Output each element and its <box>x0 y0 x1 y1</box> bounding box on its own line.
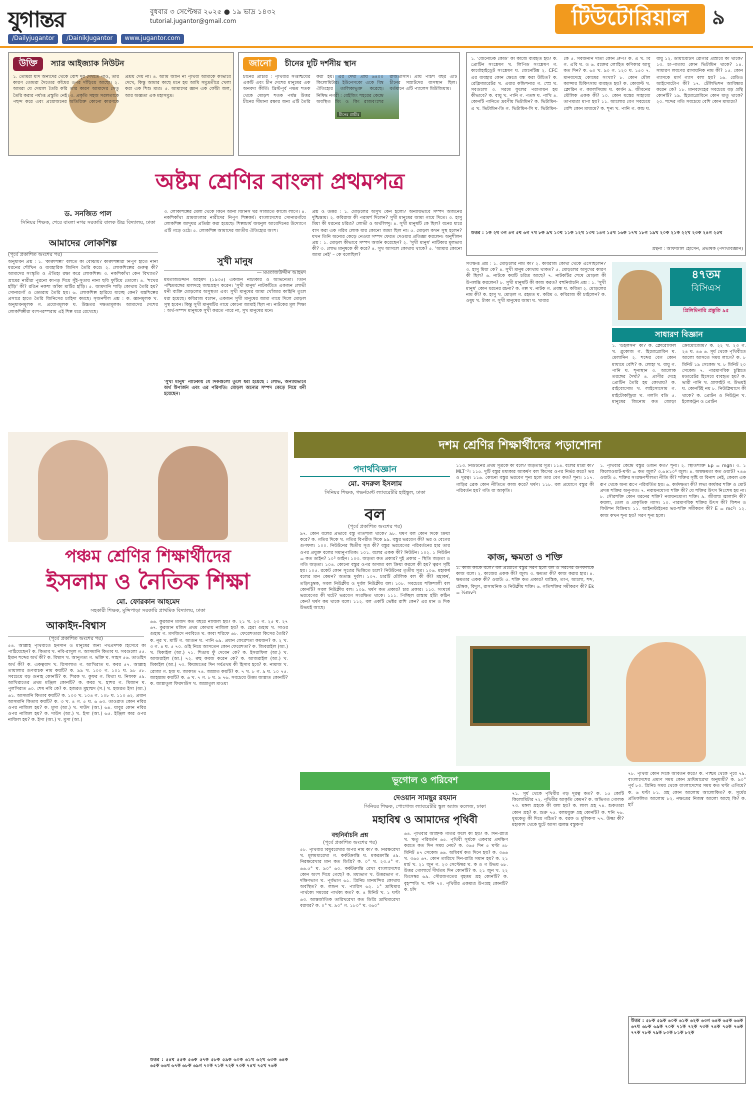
bcs-label: বিসিএস <box>691 283 721 294</box>
physics-col2: ১১৩. নিউটনের প্রথম সূত্রকে কী বলে? জড়তার সূত্র। ১১৪. বলের মাত্রা কী? MLT⁻²। ১১৫. দুটি বস্তুর মধ্যকার আকর্ষণ বল কিসের ওপর নির্ভর করে? ভর ও দূরত্ব। ১১৬. কোনো বস্তুর ভরবেগ শূন্য হলে তার বেগ কত? শূন্য। ১১৭. গাড়ির ব্রেক কোন নীতিতে কাজ করে? ঘর্ষণ। ১১৮. বল প্রয়োগে বস্তুর কী পরিবর্তন হয়? গতি বা আকৃতি। <box>456 464 594 494</box>
issue-date: বুধবার ৩ সেপ্টেম্বর ২০২৫ ● ১৯ ভাদ্র ১৪৩২ <box>150 8 276 16</box>
bcs-episode: ৯৫ <box>722 308 729 314</box>
aqaid-sub: (পূর্বে প্রকাশিত অংশের পর) <box>48 636 104 642</box>
page-number: ৯ <box>712 5 725 29</box>
bangla-title: অষ্টম শ্রেণির বাংলা প্রথমপত্র <box>155 169 405 195</box>
header-rule <box>0 46 753 48</box>
girl-figure-left <box>38 440 108 540</box>
geo-sub2: (পূর্বে প্রকাশিত অংশের পর) <box>322 840 378 846</box>
teacher-illustration <box>618 270 662 320</box>
physics-col2b: ১. কাজ কাকে বলে? বল প্রয়োগে বস্তুর সরণ হলে বল ও সরণের গুণফলকে কাজ বলে। ২. কাজের একক কী? জুল। ৩. ক্ষমতা কী? কাজ করার হার। ৪. ক্ষমতার একক কী? ওয়াট। ৫. শক্তি কত প্রকার? যান্ত্রিক, তাপ, আলো, শব্দ, চৌম্বক, বিদ্যুৎ, রাসায়নিক ও নিউক্লীয় শক্তি। ৬. গতিশক্তির সমীকরণ কী? Ek = ½mv²। <box>456 566 594 596</box>
physics-topic: বল <box>364 505 386 524</box>
newton-quote-box <box>8 52 234 156</box>
lesson-heading-happy: সুখী মানুষ <box>164 256 306 271</box>
geo-author: দেওয়ান সামছুর রহমান <box>393 794 457 802</box>
bcs-banner <box>612 262 746 326</box>
china-title: চীনের দুটি দর্শনীয় স্থান <box>284 59 357 68</box>
geo-col3: ৭১. সূর্য থেকে পৃথিবীর গড় দূরত্ব কত? ক. ১৫ কোটি কিলোমিটার ৭২. পৃথিবীর আকৃতি কেমন? ক. অভিগত গোলক ৭৩. মঙ্গল গ্রহকে কী বলা হয়? ক. লাল গ্রহ ৭৪. শুকতারা কোন গ্রহ? ক. শুক্র ৭৫. বলয়যুক্ত গ্রহ কোনটি? ক. শনি ৭৬. ধূমকেতু কী দিয়ে গঠিত? ক. বরফ ও ধূলিকণা ৭৭. উল্কা কী? মহাকাশ থেকে ছুটে আসা জ্বলন্ত বস্তুকণা <box>512 792 624 828</box>
bcs-section: সাধারণ বিজ্ঞান <box>612 328 746 342</box>
geo-col4: ৭৮. পৃথিবী কোন দিকে আবর্তন করে? ক. পশ্চিম থেকে পূর্বে ৭৯. বাংলাদেশের প্রমাণ সময় কোন দ্রাঘিমারেখা অনুযায়ী? ক. ৯০° পূর্ব ৮০. গ্রিনিচ সময় থেকে বাংলাদেশের সময় কত ঘণ্টা এগিয়ে? ক. ৬ ঘণ্টা ৮১. গ্রহ কোন আলোয় আলোকিত? ক. সূর্যের প্রতিফলিত আলোয় ৮২. নক্ষত্রের নিজস্ব আলো আছে কি? ক. হ্যাঁ <box>628 772 746 808</box>
gk-credit: গ্রন্থনা : আফজাল হোসেন, প্রভাষক (পদার্থবিজ্ঞান) <box>651 247 743 252</box>
class5-author: মো. ফোরকান আহমেদ <box>116 598 180 606</box>
photo-caption: চীনের প্রাচীর <box>339 111 360 117</box>
class5-author-sub: সহকারী শিক্ষক, মুন্সিপাড়া সরকারি প্রাথমিক বিদ্যালয়, ঢাকা <box>90 608 206 614</box>
geo-col1: ৫৮. পৃথিবীর বিষুবরেখার অপর নাম কী? ক. নিরক্ষরেখা খ. মূলমধ্যরেখা গ. কর্কটক্রান্তি ঘ. মকরক্রান্তি ৫৯. নিরক্ষরেখার মান কত ডিগ্রি? ক. ০° খ. ২৩.৫° গ. ৬৬.৫° ঘ. ৯০° ৬০. কর্কটক্রান্তি রেখা বাংলাদেশের কোন অংশ দিয়ে গেছে? ক. মধ্যভাগ খ. উত্তরভাগ গ. দক্ষিণভাগ ঘ. পূর্বভাগ ৬১. গ্রিনিচ মানমন্দির কোথায় অবস্থিত? ক. লন্ডন খ. প্যারিস ৬২. ১° দ্রাঘিমার পার্থক্যে সময়ের পার্থক্য কত? ক. ৪ মিনিট খ. ১ ঘণ্টা ৬৩. আন্তর্জাতিক তারিখরেখা কত ডিগ্রি দ্রাঘিমারেখা বরাবর? ক. ০° খ. ৯০° গ. ১৮০° ঘ. ৩৬০° <box>300 848 400 909</box>
china-box <box>238 52 460 156</box>
physics-section: পদার্থবিজ্ঞান <box>300 464 450 477</box>
bangla-author: ড. সনজিত পাল <box>64 210 112 218</box>
bangla-col2: ৩. লোকশিল্পের মেলা থেকে কিনে আনা জিনিস ঘর সাজাতে কাজে লাগে। ৪. নকশিকাঁথা গ্রামবাংলার নারীদের নিপুণ শিল্পকর্ম। বাংলাদেশের সোনারগাঁয়ে লোকশিল্প জাদুঘর প্রতিষ্ঠা করা হয়েছে। শিল্পাচার্য জয়নুল আবেদিনের উদ্যোগে এটি গড়ে ওঠে। ৫. লোকশিল্প আমাদের জাতীয় ঐতিহ্যের অংশ। <box>164 210 306 234</box>
teacher-board-illustration <box>456 636 746 766</box>
gk-answers: উত্তর : ১ক ২ঘ ৩গ ৪গ ৫ঘ ৬গ ৭খ ৮ক ৯খ ১০ঘ ১১ক ১২খ ১৩খ ১৪গ ১৫খ ১৬ক ১৭খ ১৮গ ১৯খ ২০ক ২১ক ২২খ ২৩ক ২৪গ ২৫ঘ <box>471 231 723 236</box>
section-title: টিউটোরিয়াল <box>555 4 705 34</box>
geo-col2: ৬৪. পৃথিবীর আহ্নিক গতির ফলে কী হয়? ক. দিন-রাত্রি খ. ঋতু পরিবর্তন ৬৫. পৃথিবী সূর্যকে একবার প্রদক্ষিণ করতে কত দিন সময় নেয়? ক. ৩৬৫ দিন ৫ ঘণ্টা ৪৮ মিনিট ৪৭ সেকেন্ড ৬৬. অধিবর্ষ কত দিনে হয়? ক. ৩৬৬ খ. ৩৬৫ ৬৭. কোন তারিখে দিন-রাত্রি সমান হয়? ক. ২১ মার্চ খ. ২১ জুন গ. ২৩ সেপ্টেম্বর ঘ. ক ও গ উভয় ৬৮. উত্তর গোলার্ধে দীর্ঘতম দিন কোনটি? ক. ২১ জুন খ. ২২ ডিসেম্বর ৬৯. সৌরজগতের বৃহত্তম গ্রহ কোনটি? ক. বৃহস্পতি খ. শনি ৭০. পৃথিবীর একমাত্র উপগ্রহ কোনটি? ক. চাঁদ <box>404 832 508 893</box>
physics-col1: ৯৭. কোন বলের প্রভাবে বস্তু গতিশীল থাকে? ৯৮. ঘর্ষণ বল কোন দিকে ক্রিয়া করে? ক. গতির দিকে খ. গতির বিপরীত দিকে ৯৯. বস্তুর ভরবেগ কী? ভর ও বেগের গুণফল। ১০০. নিউটনের দ্বিতীয় সূত্র কী? বস্তুর ভরবেগের পরিবর্তনের হার তার ওপর প্রযুক্ত বলের সমানুপাতিক। ১০১. বলের একক কী? নিউটন। ১০২. ১ নিউটন = কত ডাইন? ১০⁵ ডাইন। ১০৩. জড়তা কত প্রকার? দুই প্রকার – স্থিতি জড়তা ও গতি জড়তা। ১০৪. কোনো বস্তুর ওপর অসাম্য বল ক্রিয়া করলে কী হয়? ত্বরণ সৃষ্টি হয়। ১০৫. রকেট কোন সূত্রের ভিত্তিতে চলে? নিউটনের তৃতীয় সূত্র। ১০৬. মহাকর্ষ বলের মান কেমন? অত্যন্ত দুর্বল। ১০৭. চারটি মৌলিক বল কী কী? মহাকর্ষ, তড়িৎচুম্বক, সবল নিউক্লীয় ও দুর্বল নিউক্লীয় বল। ১০৮. সবচেয়ে শক্তিশালী বল কোনটি? সবল নিউক্লীয় বল। ১০৯. ঘর্ষণ কত প্রকার? চার প্রকার। ১১০. সংঘর্ষে ভরবেগের কী ঘটে? ভরবেগ সংরক্ষিত থাকে। ১১১. পিচ্ছিল রাস্তায় হাঁটা কঠিন কেন? ঘর্ষণ কম থাকে বলে। ১১২. বল একটি ভেক্টর রাশি কেন? এর মান ও দিক উভয়ই আছে। <box>300 532 450 612</box>
website-link[interactable]: www.jugantor.com <box>121 34 185 44</box>
geo-section: ভূগোল ও পরিবেশ <box>300 772 550 790</box>
social-links <box>8 34 184 44</box>
geo-sub: বহুনির্বাচনি প্রশ্ন <box>331 832 369 839</box>
bangla-author-sub: সিনিয়র শিক্ষক, শেরে বাংলা নগর সরকারি বালক উচ্চ বিদ্যালয়, ঢাকা <box>20 220 156 226</box>
girl-figure-right <box>158 446 228 540</box>
bangla-col4: সংক্ষিপ্ত প্রশ্ন : ১. মোড়লের নাম কী? ২. কবিরাজ কোথা থেকে এসেছিলেন? ৩. হাসু মিয়া কে? ৪. সুখী মানুষ কোথায় থাকত? ৫. মোড়লের অসুখের কারণ কী ছিল? ৬. নাটকে কয়টি চরিত্র আছে? ৭. নাটকটির শেষে মোড়ল কী উপলব্ধি করলেন? ৮. সুখী মানুষটি কী কাজ করত? বহুনির্বাচনি প্রশ্ন : ১. 'সুখী মানুষ' কোন ধরনের রচনা? ক. গল্প খ. নাটক গ. প্রবন্ধ ঘ. কবিতা ২. মোড়লের নাম কী? ক. হাসু খ. মোড়ল গ. রহমত ঘ. করিম ৩. কবিরাজ কী চাইলেন? ক. ওষুধ খ. টাকা গ. সুখী মানুষের জামা ঘ. খাবার <box>466 262 606 305</box>
class10-banner: দশম শ্রেণির শিক্ষার্থীদের পড়াশোনা <box>294 432 746 458</box>
physics-author: মো. বদরুল ইসলাম <box>348 480 402 488</box>
lesson-sub-happy: — মমতাজউদ্দীন আহমদ <box>256 270 306 276</box>
physics-col3: ১. পৃথিবীর কেন্দ্রে বস্তুর ওজন কত? শূন্য। ২. স্থিতিশক্তি Ep = mgh। ৩. ১ কিলোওয়াট-ঘণ্টা = কত জুল? ৩.৬×১০⁶ জুল। ৪. অশ্বক্ষমতা কত ওয়াট? ৭৪৬ ওয়াট। ৫. শক্তির সংরক্ষণশীলতা নীতি কী? শক্তির সৃষ্টি বা বিনাশ নেই, কেবল এক রূপ থেকে অন্য রূপে পরিবর্তিত হয়। ৬. কর্মদক্ষতা কী? লভ্য কার্যকর শক্তি ও মোট প্রদত্ত শক্তির অনুপাত। ৭. নবায়নযোগ্য শক্তি কী? যে শক্তির উৎস নিঃশেষ হয় না। ৮. সৌরশক্তি কোন ধরনের শক্তি? নবায়নযোগ্য শক্তি। ৯. জীবাশ্ম জ্বালানি কী? কয়লা, তেল ও প্রাকৃতিক গ্যাস। ১০. পারমাণবিক শক্তির উৎস কী? ফিশন ও ফিউশন বিক্রিয়া। ১১. আইনস্টাইনের ভর-শক্তি সমীকরণ কী? E = mc²। ১২. কাজ কখন শূন্য হয়? সরণ শূন্য হলে। <box>600 464 746 519</box>
aqaid-heading: আকাইদ-বিশ্বাস <box>8 620 144 637</box>
bcs-number: ৪৭তম <box>691 268 721 281</box>
bangla-col3: প্রশ্ন ও উত্তর : ১. মোড়লের অসুখ কেন হলো? অন্যায়ভাবে সম্পদ অর্জনের দুশ্চিন্তায়। ২. কবিরাজ কী পরামর্শ দিলেন? সুখী মানুষের জামা গায়ে দিতে। ৩. হাসু মিয়া কী ধরনের চরিত্র? লোভী ও অর্থলিপ্সু। ৪. সুখী মানুষটি কে ছিল? বনের ধারে বাস করা এক গরিব লোক যার কোনো জামা ছিল না। ৫. মোড়ল কখন সুস্থ হলেন? যখন তিনি অন্যের কেড়ে নেওয়া সম্পদ ফেরত দেওয়ার প্রতিজ্ঞা করলেন। অনুশীলন প্রশ্ন : ১. মোড়ল কীভাবে সম্পদ অর্জন করেছেন? ২. 'সুখী মানুষ' নাটিকার মূলভাব কী? ৩. লোভ মানুষকে কী করে? ৪. সুখ আসলে কোথায় থাকে? ৫. 'আমার কোনো জামা নেই' – কে বলেছিল? <box>312 210 462 259</box>
blackboard <box>470 646 590 726</box>
china-text: চীনের প্রাচীর : পৃথিবীর সপ্তাশ্চর্যের একটি এবং চীন দেশের মানুষের এক অনবদ্য কীর্তি। খ্রিস্টপূর্ব পঞ্চম শতক থেকে ষোড়শ শতক পর্যন্ত উত্তর চীনের সীমানা রক্ষার জন্য এটি তৈরি করা হয়। এর দৈর্ঘ্য প্রায় ৬৪০০ কিলোমিটার। ইউনেসকো একে বিশ্ব ঐতিহ্যের তালিকাভুক্ত করেছে। নিষিদ্ধ নগরী : বেইজিং শহরের কেন্দ্রে অবস্থিত মিং ও কিং রাজবংশের রাজপ্রাসাদ। প্রায় পাঁচশ বছর এটি চীনের সম্রাটদের বাসস্থান ছিল। বর্তমানে এটি প্যালেস মিউজিয়াম। <box>243 75 457 105</box>
physics-author-sub: সিনিয়র শিক্ষক, গভর্নমেন্ট ল্যাবরেটরি হাইস্কুল, ঢাকা <box>324 490 426 496</box>
newton-title: স্যার আইজ্যাক নিউটন <box>50 59 125 68</box>
quote-tag: উক্তি <box>13 57 43 71</box>
physics-topic-sub: (পূর্বে প্রকাশিত অংশের পর) <box>347 524 403 530</box>
class5-title-1: পঞ্চম শ্রেণির শিক্ষার্থীদের <box>64 547 232 567</box>
teacher-figure <box>626 642 706 762</box>
geo-answers: উত্তর : ৫৮ক ৫৯ক ৬০ক ৬১ক ৬২ক ৬৩গ ৬৪ক ৬৫ক ৬৬ক ৬৭ঘ ৬৮ক ৬৯ক ৭০ক ৭১ক ৭২ক ৭৩ক ৭৪ক ৭৫ক ৭৬ক ৭৭ক ৭৮ক ৭৯ক ৮০ক ৮১ক ৮২ক <box>628 1016 746 1084</box>
bcs-questions: ১. 'উইলসন' কী? ক. ক্লোরোফিল খ. গ্লুকোজ গ. হিমোগ্লোবিন ঘ. মেলানিন ২. শব্দের বেগ কোন মাধ্যমে বেশি? ক. লোহা খ. বায়ু গ. পানি ঘ. শূন্যস্থান ৩. আলোক তরঙ্গের দৈর্ঘ্য? ৪. প্রাণীর দেহে প্রোটিন তৈরি হয় কোথায়? ক. রাইবোসোম খ. লাইসোসোম গ. মাইটোকন্ড্রিয়া ঘ. গলগি বডি ৫. মানুষের জিনোম কত জোড়া ক্রোমোজোম? ক. ২২ খ. ২৩ গ. ২৪ ঘ. ৪৬ ৬. সূর্য থেকে পৃথিবীতে আলো আসতে সময় লাগে? ক. ৮ মিনিট ১৯ সেকেন্ড খ. ৮ মিনিট ২০ সেকেন্ড ৭. পারমাণবিক চুল্লিতে মডারেটর হিসেবে ব্যবহৃত হয়? ক. ভারী পানি খ. গ্রাফাইট গ. উভয়ই ঘ. কোনটিই নয় ৮. নিউক্লিয়াসে কী থাকে? ক. প্রোটন ও নিউট্রন খ. ইলেকট্রন ও প্রোটন <box>612 344 746 405</box>
bcs-badge <box>670 268 742 306</box>
bangla-col1: অনুধাবন প্রশ্ন : ১. 'কারুশিল্পী' বলতে কী বোঝায়? কারুশিল্পীরা নিপুণ হাতে নানা ধরনের শৌখিন ও ব্যবহারিক জিনিস তৈরি করে। ২. লোকশিল্পের গুরুত্ব কী? আমাদের সংস্কৃতি ও ঐতিহ্য রক্ষা করে লোকশিল্প। ৩. নকশিকাঁথা কেন বিখ্যাত? গ্রামের নারীরা পুরনো কাপড় দিয়ে সুঁই-সুতায় নানা ছবি ফুটিয়ে তোলে। ৪. 'শখের হাঁড়ি' কী? রঙিন নকশা আঁকা মাটির হাঁড়ি। ৫. জামদানি শাড়ি কোথায় তৈরি হয়? সোনারগাঁ ও ডেমরায় তৈরি হয়। ৬. লোকশিল্প হারিয়ে যাচ্ছে কেন? যন্ত্রশিল্পের প্রসারে হাতে তৈরি জিনিসের চাহিদা কমছে। সৃজনশীল প্রশ্ন : ক. জ্ঞানমূলক খ. অনুধাবনমূলক গ. প্রয়োগমূলক ঘ. উচ্চতর দক্ষতামূলক। আমাদের দেশের লোকশিল্পীরা বংশপরম্পরায় এই শিল্প ধরে রেখেছে। <box>8 260 158 315</box>
lesson-sub-folkart: (পূর্বে প্রকাশিত অংশের পর) <box>8 252 63 258</box>
class5-answers: উত্তর : ৫৪ঘ ৫৫ক ৫৬ক ৫৭ক ৫৮ক ৫৯ক ৬০ক ৬১খ ৬২খ ৬৩ক ৬৪ক ৬৫ক ৬৬খ ৬৭ক ৬৮ক ৬৯গ ৭০ক ৭১ক ৭২ক ৭৩ক ৭৪খ ৭৫খ ৭৬ক <box>150 1058 288 1070</box>
bangla-col2c: 'সুখী মানুষ' নাটিকায় যে দিকগুলো তুলে ধরা হয়েছে : লোভ, অন্যায়ভাবে অর্থ উপার্জন এবং এর পরিণতি। মোড়ল অন্যের সম্পদ কেড়ে নিয়ে ধনী হয়েছেন। <box>164 380 306 398</box>
class5-col2: ৬৬. কুরআন মজিদ কত বছরে নাজিল হয়? ক. ২১ খ. ২৩ গ. ২৫ ঘ. ২৭ ৬৭. কুরআন মজিদ প্রথম কোথায় নাজিল হয়? ক. হেরা গুহায় খ. সাওর গুহায় গ. মসজিদে নববিতে ঘ. কাবা শরিফে ৬৮. ফেরেশতারা কিসের তৈরি? ক. নূর খ. মাটি গ. আগুন ঘ. পানি ৬৯. প্রধান ফেরেশতা কয়জন? ক. ২ খ. ৩ গ. ৪ ঘ. ৫ ৭০. ওহি নিয়ে আসতেন কোন ফেরেশতা? ক. জিবরাইল (আ.) খ. মিকাইল (আ.) ৭১. শিঙায় ফুঁ দেবেন কে? ক. ইসরাফিল (আ.) খ. আজরাইল (আ.) ৭২. রুহ কবজ করেন কে? ক. আজরাইল (আ.) খ. মিকাইল (আ.) ৭৩. কিয়ামতের দিন সর্বপ্রথম কী হিসাব হবে? ক. নামাজ খ. রোজা গ. হজ ঘ. জাকাত ৭৪. জান্নাত কয়টি? ক. ৭ খ. ৮ গ. ৯ ঘ. ১০ ৭৫. জাহান্নাম কয়টি? ক. ৬ খ. ৭ গ. ৮ ঘ. ৯ ৭৬. সবচেয়ে উত্তম জান্নাত কোনটি? ক. জান্নাতুল ফিরদাউস খ. জান্নাতুল মাওয়া <box>150 620 288 687</box>
bcs-sub: প্রিলিমিনারি প্রস্তুতি ৯৫ <box>683 308 729 314</box>
bangla-col2b: মমতাজউদ্দীন আহমদ (১৯৩৫) একজন নাট্যকার ও অভিনেতা। তিনি পশ্চিমবঙ্গের মালদহে জন্মগ্রহণ করেন। 'সুখী মানুষ' নাটকটিতে একজন লোভী ধনী ব্যক্তি মোড়লের অসুস্থতা এবং সুখী মানুষের জামা খোঁজার কাহিনি তুলে ধরা হয়েছে। কবিরাজ বলেন, একজন সুখী মানুষের জামা গায়ে দিলে মোড়ল সুস্থ হবেন। কিন্তু সুখী মানুষটির গায়ে কোনো জামাই ছিল না। নাটকের মূল শিক্ষা : অর্থ-সম্পদ মানুষকে সুখী করতে পারে না, সুখ মানুষের মনে। <box>164 278 306 314</box>
know-tag: জানো <box>243 57 277 71</box>
geo-topic: মহাবিশ্ব ও আমাদের পৃথিবী <box>372 815 478 826</box>
contact-email[interactable]: tutorial.jugantor@gmail.com <box>150 18 237 25</box>
gk-questions: ১. 'জেনেটিক কোড' কী কাজে ব্যবহৃত হয়? ক. প্রোটিন সংশ্লেষণ খ. লিপিড সংশ্লেষণ গ. কার্বোহাইড্রেট সংশ্লেষণ ঘ. জেনেটিক্স ২. CFC এর ব্যবহার কোন ক্ষেত্রে বন্ধ করা উচিত? ক. রেফ্রিজারেটর খ. এয়ার কন্ডিশনার গ. স্প্রে ঘ. সবগুলো ৩. সরষে ফুলের পরাগায়ন হয় কীভাবে? ক. বায়ু খ. পানি গ. পতঙ্গ ঘ. পাখি ৪. কোনটি পানিতে দ্রবণীয় ভিটামিন? ক. ভিটামিন-এ খ. ভিটামিন-ডি গ. ভিটামিন-সি ঘ. ভিটামিন-কে ৫. সর্বজনীন দাতা কোন গ্রুপ? ক. এ খ. বি গ. এবি ঘ. ও ৬. রক্তের লোহিত কণিকার আয়ু কত দিন? ক. ৬০ খ. ৯০ গ. ১২০ ঘ. ১৫০ ৭. মানবদেহে কোষের সংখ্যা? ৮. কোন মৌল ক্যান্সার চিকিৎসায় ব্যবহৃত হয়? ক. কোবাল্ট খ. ক্লোরিন গ. ক্যালসিয়াম ঘ. কার্বন ৯. জীবনের মৌলিক একক কী? ১০. কোন যন্ত্রের সাহায্যে তাপমাত্রা মাপা হয়? ১১. আলোর বেগ সবচেয়ে বেশি কোন মাধ্যমে? ক. শূন্য খ. পানি গ. কাচ ঘ. বায়ু ১২. ডায়াবেটিস রোগীর প্রস্রাবে কী থাকে? ১৩. চা-পাতায় কোন ভিটামিন থাকে? ১৪. সাধারণ লবণের রাসায়নিক নাম কী? ১৫. কোন গ্যাসকে মার্স গ্যাস বলা হয়? ১৬. রেডিও আইসোটোপ কী? ১৭. টেলিভিশন আবিষ্কার করেন কে? ১৮. মানবদেহের সবচেয়ে বড় গ্রন্থি কোনটি? ১৯. হিমোগ্লোবিনে কোন ধাতু থাকে? ২০. শব্দের গতি সবচেয়ে বেশি কোন মাধ্যমে? <box>471 57 743 112</box>
twitter-link[interactable]: /DainikJugantor <box>62 34 116 44</box>
class5-col1: ৫৪. আল্লাহ পৃথিবীতে ইনসান ও মানুষের জন্য পথপ্রদর্শক হিসেবে কী পাঠিয়েছেন? ক. কিতাব খ. নবি-রাসুল গ. আসমানি কিতাব ঘ. সবগুলো ৫৫. ইমান শব্দের অর্থ কী? ক. বিশ্বাস খ. আনুগত্য গ. ভক্তি ঘ. সাহস ৫৬. তাওহিদ অর্থ কী? ক. একত্ববাদ খ. রিসালাত গ. আখিরাত ঘ. কবর ৫৭. আল্লাহ তায়ালার গুণবাচক নাম কয়টি? ক. ৯৯ খ. ১০০ গ. ১০১ ঘ. ৯৮ ৫৮. সবচেয়ে বড় গুনাহ কোনটি? ক. শিরক খ. কুফর গ. মিথ্যা ঘ. নিফাক ৫৯. আখিরাতের প্রথম মঞ্জিল কোনটি? ক. কবর খ. হাশর গ. মিজান ঘ. পুলসিরাত ৬০. শেষ নবি কে? ক. হজরত মুহাম্মদ (স.) খ. হজরত ইসা (আ.) ৬১. আসমানি কিতাব কয়টি? ক. ১০০ খ. ১০৪ গ. ১০৮ ঘ. ১১০ ৬২. প্রধান আসমানি কিতাব কয়টি? ক. ৩ খ. ৪ গ. ৫ ঘ. ৬ ৬৩. তাওরাত কোন নবির ওপর নাজিল হয়? ক. মুসা (আ.) খ. দাউদ (আ.) ৬৪. যাবুর কোন নবির ওপর নাজিল হয়? ক. দাউদ (আ.) খ. ইসা (আ.) ৬৫. ইঞ্জিল কার ওপর নাজিল হয়? ক. ইসা (আ.) খ. মুসা (আ.) <box>8 644 146 724</box>
students-illustration <box>8 432 288 542</box>
geo-author-sub: সিনিয়র শিক্ষক, পোগোজ ল্যাবরেটরি স্কুল অ্যান্ড কলেজ, ঢাকা <box>364 804 486 810</box>
facebook-link[interactable]: /Dailyjugantor <box>8 34 58 44</box>
work-power-heading: কাজ, ক্ষমতা ও শক্তি <box>456 552 594 567</box>
newton-quotes: ১. তোমরা যদি অন্যদের থেকে বেশি দূর দেখতে পাও, তার কারণ তোমরা দৈত্যের কাঁধের ওপর দাঁড়িয়ে আছো। ২. আমরা যে দেয়াল তৈরি করি তার কারণ আমাদের সেতু তৈরি করার পর্যাপ্ত প্রস্তুতি নেই। ৩. প্রকৃতি সহজ সরলতাকে পছন্দ করে এবং প্রয়োজনের অতিরিক্ত কোনো কারণকে প্রশ্রয় দেয় না। ৪. আমি জানি না পৃথিবী আমাকে কীভাবে দেখে, কিন্তু আমার কাছে মনে হয় আমি সমুদ্রতীরে খেলা করা এক শিশু মাত্র। ৫. আমাদের জ্ঞান এক ফোঁটা জল, আর অজ্ঞতা এক মহাসমুদ্র। <box>13 75 231 105</box>
class5-title-2: ইসলাম ও নৈতিক শিক্ষা <box>46 569 250 595</box>
masthead-logo: যুগান্তর <box>8 7 65 33</box>
lesson-heading-folkart: আমাদের লোকশিল্প <box>8 238 158 253</box>
gk-quiz-box <box>466 52 746 256</box>
